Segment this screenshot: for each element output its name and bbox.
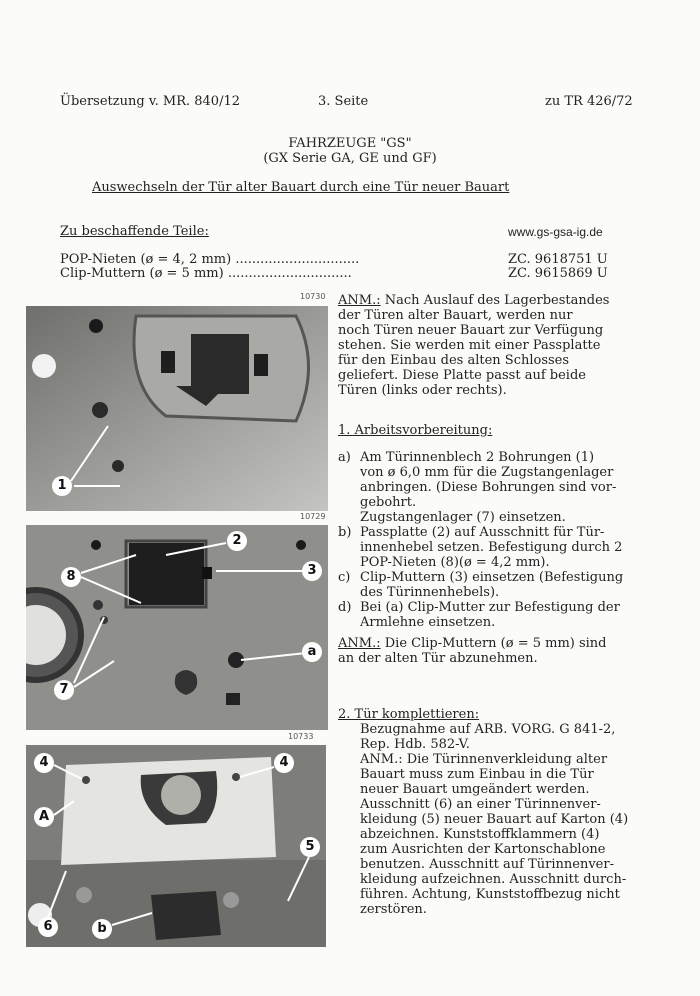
section1-heading: 1. Arbeitsvorbereitung:	[338, 423, 493, 438]
section2-line: Bezugnahme auf ARB. VORG. G 841-2,	[360, 722, 616, 737]
callout-3: 3	[302, 561, 322, 581]
note1-line-4: stehen. Sie werden mit einer Passplatte	[338, 338, 601, 353]
section2-line: neuer Bauart umgeändert werden.	[360, 782, 590, 797]
parts-ref-2: ZC. 9615869 U	[508, 266, 608, 281]
website: www.gs-gsa-ig.de	[508, 225, 603, 239]
title-line1: FAHRZEUGE "GS"	[288, 136, 412, 151]
section2-line: abzeichnen. Kunststoffklammern (4)	[360, 827, 600, 842]
parts-heading: Zu beschaffende Teile:	[60, 224, 209, 239]
item-a-line: anbringen. (Diese Bohrungen sind vor-	[360, 480, 617, 495]
photo-door-panel-holes	[26, 306, 328, 511]
section2-line: kleidung aufzeichnen. Ausschnitt durch-	[360, 872, 627, 887]
section2-line: kleidung (5) neuer Bauart auf Karton (4)	[360, 812, 629, 827]
photo1-code-bottom: 10729	[300, 512, 326, 521]
photo2-code: 10733	[288, 732, 314, 741]
note1-line-5: für den Einbau des alten Schlosses	[338, 353, 570, 368]
section1-note-line2: an der alten Tür abzunehmen.	[338, 651, 538, 666]
section1-note-label: ANM.:	[338, 636, 381, 651]
photo-karton-schablone	[26, 745, 326, 947]
section2-line: zerstören.	[360, 902, 427, 917]
item-c-line: des Türinnenhebels).	[360, 585, 500, 600]
note1-line-7: Türen (links oder rechts).	[338, 383, 507, 398]
item-d	[338, 600, 688, 630]
section2-line: ANM.: Die Türinnenverkleidung alter	[360, 752, 608, 767]
subtitle: Auswechseln der Tür alter Bauart durch eine Tür neuer Bauart	[92, 180, 510, 195]
item-b-line: Passplatte (2) auf Ausschnitt für Tür-	[360, 525, 605, 540]
section2-line: Bauart muss zum Einbau in die Tür	[360, 767, 594, 782]
note1-label: ANM.:	[338, 293, 381, 308]
note1-line-1: Nach Auslauf des Lagerbestandes	[384, 293, 610, 308]
section1-note	[338, 636, 607, 666]
photo1-code: 10730	[300, 292, 326, 301]
item-b-line: innenhebel setzen. Befestigung durch 2	[360, 540, 623, 555]
callout-7: 7	[54, 680, 74, 700]
item-a-key: a)	[338, 450, 351, 465]
note1-line-2: der Türen alter Bauart, werden nur	[338, 308, 573, 323]
item-c-line: Clip-Muttern (3) einsetzen (Befestigung	[360, 570, 624, 585]
item-b	[338, 525, 688, 570]
callout-4-right: 4	[274, 753, 294, 773]
parts-ref-1: ZC. 9618751 U	[508, 252, 608, 267]
item-a-line: von ø 6,0 mm für die Zugstangenlager	[360, 465, 614, 480]
item-c	[338, 570, 688, 600]
callout-2: 2	[227, 531, 247, 551]
section1-note-line1: Die Clip-Muttern (ø = 5 mm) sind	[384, 636, 607, 651]
photo1-image	[26, 306, 328, 511]
callout-a: a	[302, 642, 322, 662]
section2-body	[360, 722, 628, 917]
callout-6: 6	[38, 917, 58, 937]
item-d-line: Bei (a) Clip-Mutter zur Befestigung der	[360, 600, 620, 615]
callout-A: A	[34, 807, 54, 827]
item-a-line: gebohrt.	[360, 495, 417, 510]
item-b-key: b)	[338, 525, 352, 540]
section2-heading: 2. Tür komplettieren:	[338, 707, 480, 722]
photo3-image	[26, 745, 326, 947]
item-d-key: d)	[338, 600, 352, 615]
item-b-line: POP-Nieten (8)(ø = 4,2 mm).	[360, 555, 550, 570]
photo2-image	[26, 525, 328, 730]
item-a-line: Zugstangenlager (7) einsetzen.	[360, 510, 566, 525]
note1	[338, 293, 609, 398]
callout-4-left: 4	[34, 753, 54, 773]
photo-passplatte	[26, 525, 328, 730]
title-line2: (GX Serie GA, GE und GF)	[263, 151, 437, 166]
section2-line: Ausschnitt (6) an einer Türinnenver-	[360, 797, 601, 812]
section1-list	[338, 450, 688, 630]
parts-row-1: POP-Nieten (ø = 4, 2 mm) ..............................	[60, 252, 360, 267]
section2-line: führen. Achtung, Kunststoffbezug nicht	[360, 887, 620, 902]
callout-5: 5	[300, 837, 320, 857]
callout-8: 8	[61, 567, 81, 587]
item-c-key: c)	[338, 570, 351, 585]
header-right: zu TR 426/72	[545, 94, 633, 109]
header-left: Übersetzung v. MR. 840/12	[60, 94, 240, 109]
item-a-line: Am Türinnenblech 2 Bohrungen (1)	[360, 450, 595, 465]
note1-line-6: geliefert. Diese Platte passt auf beide	[338, 368, 586, 383]
item-a	[338, 450, 688, 525]
section2-line: Rep. Hdb. 582-V.	[360, 737, 470, 752]
callout-1: 1	[52, 476, 72, 496]
header-page: 3. Seite	[318, 94, 369, 109]
callout-b: b	[92, 919, 112, 939]
note1-line-3: noch Türen neuer Bauart zur Verfügung	[338, 323, 604, 338]
section2-line: benutzen. Ausschnitt auf Türinnenver-	[360, 857, 614, 872]
item-d-line: Armlehne einsetzen.	[360, 615, 496, 630]
section2-line: zum Ausrichten der Kartonschablone	[360, 842, 606, 857]
parts-row-2: Clip-Muttern (ø = 5 mm) ..............................	[60, 266, 352, 281]
